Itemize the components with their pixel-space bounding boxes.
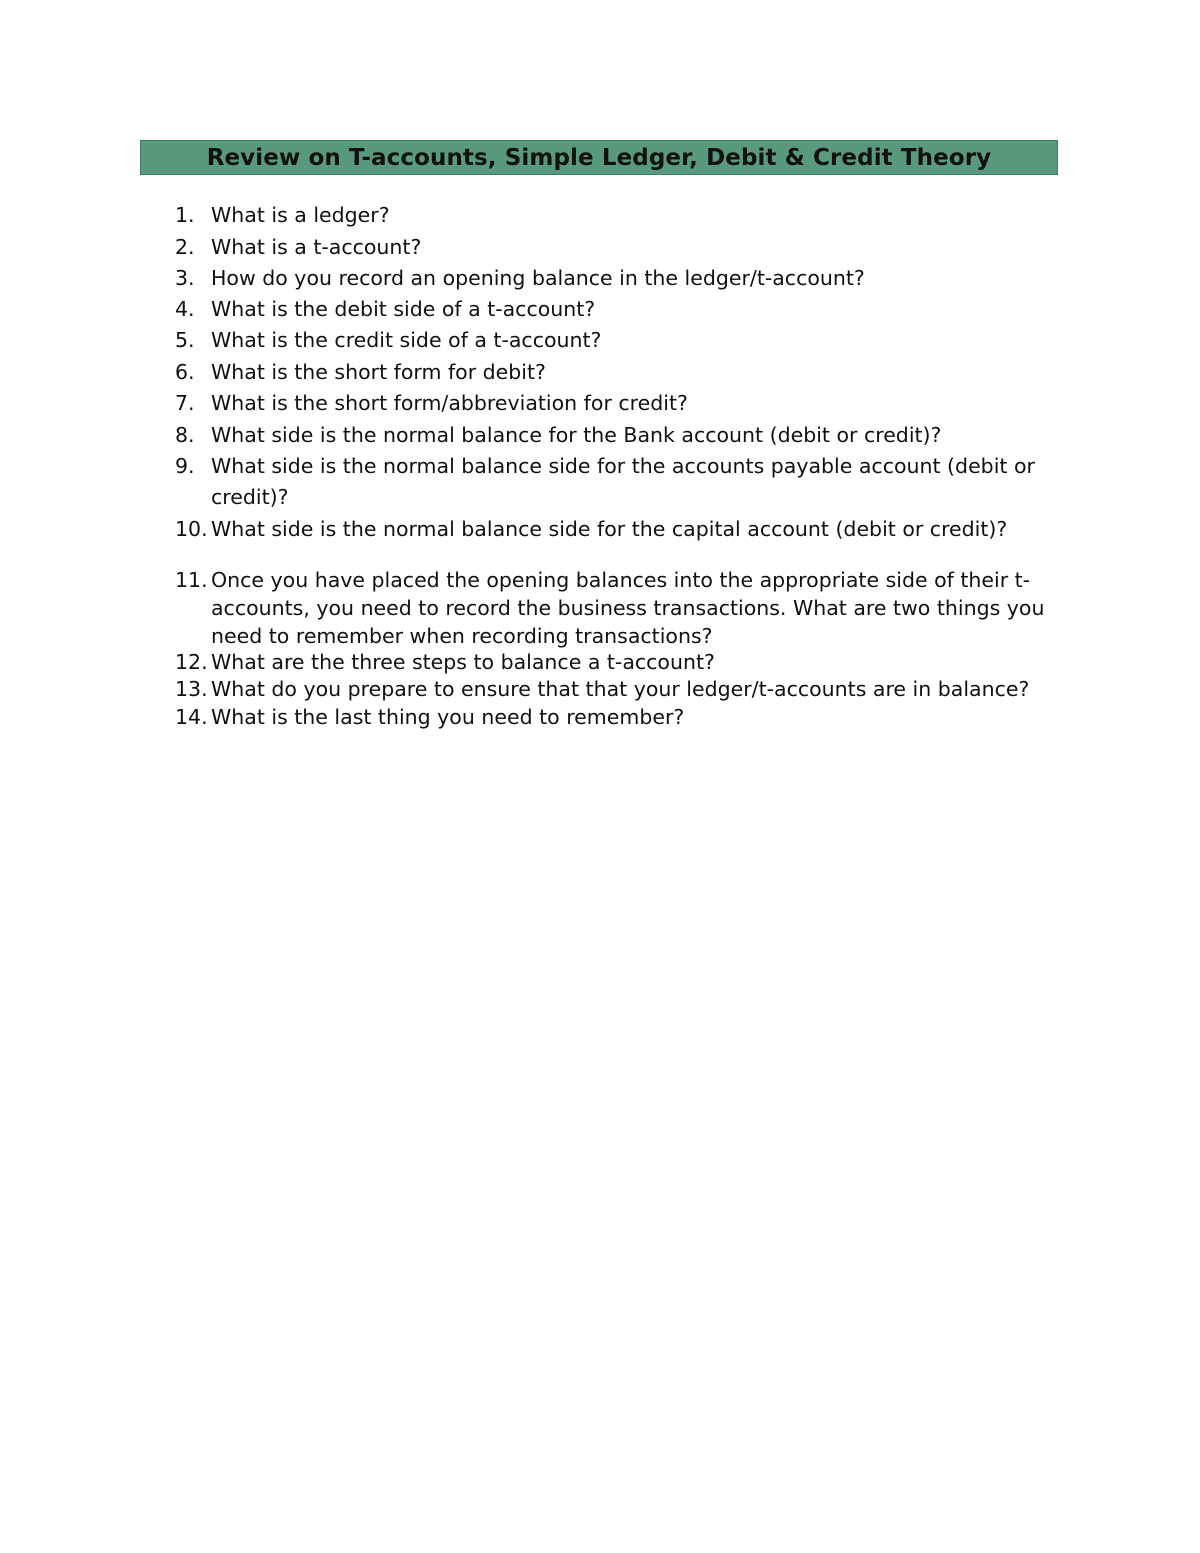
question-text: What side is the normal balance side for the accounts payable account (debit or credit)? <box>211 454 1035 509</box>
question-text: What do you prepare to ensure that that your ledger/t-accounts are in balance? <box>211 677 1030 701</box>
title-banner <box>140 140 1058 175</box>
question-text: What is the last thing you need to remember? <box>211 705 685 729</box>
question-number: 14. <box>175 705 208 729</box>
question-number: 5. <box>175 328 195 352</box>
question-text: What is the debit side of a t-account? <box>211 297 596 321</box>
question-number: 7. <box>175 391 195 415</box>
question-text: What are the three steps to balance a t-account? <box>211 650 715 674</box>
question-number: 13. <box>175 677 208 701</box>
question-text: What is the credit side of a t-account? <box>211 328 602 352</box>
question-number: 11. <box>175 568 208 592</box>
question-number: 1. <box>175 203 195 227</box>
question-number: 4. <box>175 297 195 321</box>
question-text: What is a t-account? <box>211 235 422 259</box>
question-number: 6. <box>175 360 195 384</box>
question-text: What side is the normal balance side for the capital account (debit or credit)? <box>211 517 1008 541</box>
page-title: Review on T-accounts, Simple Ledger, Debit & Credit Theory <box>206 144 992 171</box>
question-number: 3. <box>175 266 195 290</box>
question-number: 12. <box>175 650 208 674</box>
question-text: Once you have placed the opening balances into the appropriate side of their t-accounts, you need to record the business transactions. What are two things you need to remember when recording transactions? <box>211 568 1045 648</box>
question-number: 8. <box>175 423 195 447</box>
question-text: What is the short form for debit? <box>211 360 546 384</box>
question-number: 10. <box>175 517 208 541</box>
question-text: What is a ledger? <box>211 203 390 227</box>
question-text: How do you record an opening balance in the ledger/t-account? <box>211 266 865 290</box>
question-number: 9. <box>175 454 195 478</box>
question-number: 2. <box>175 235 195 259</box>
question-text: What is the short form/abbreviation for credit? <box>211 391 688 415</box>
question-text: What side is the normal balance for the Bank account (debit or credit)? <box>211 423 942 447</box>
